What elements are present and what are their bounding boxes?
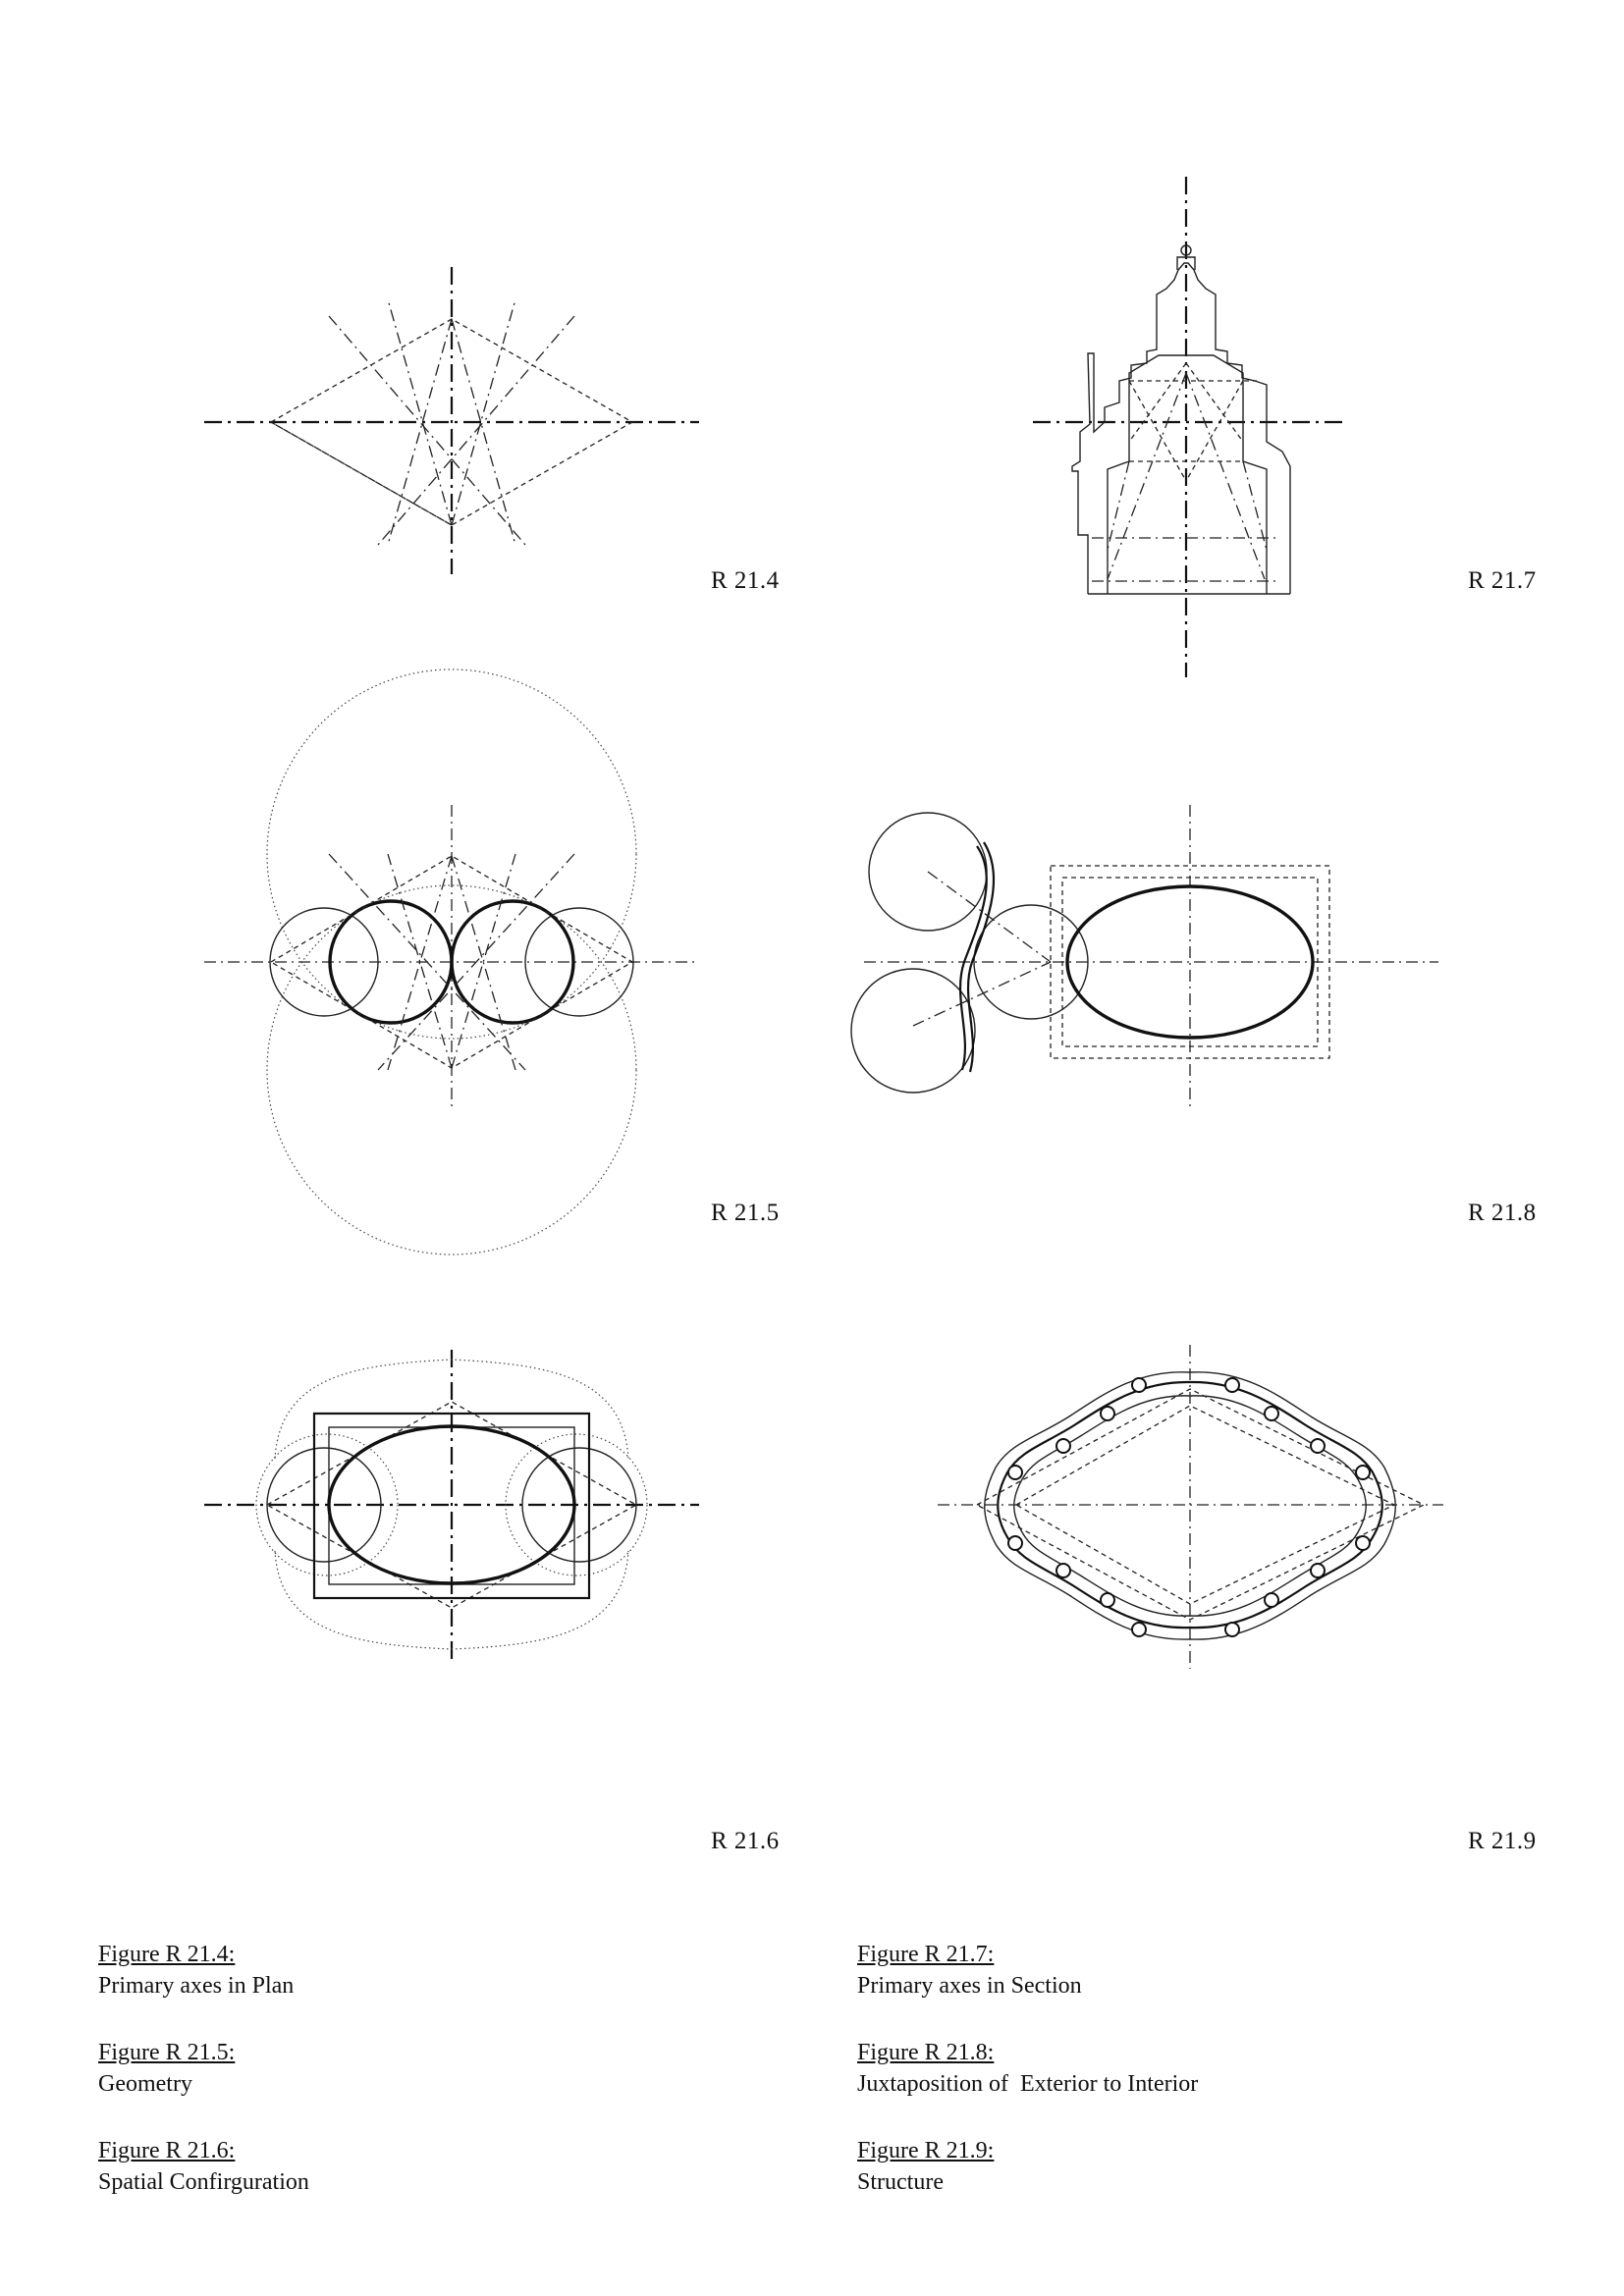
label-r21-8: R 21.8 <box>1468 1200 1537 1226</box>
caption-title: Figure R 21.9: <box>857 2138 995 2163</box>
label-r21-5: R 21.5 <box>711 1200 780 1226</box>
figure-r21-9-structure <box>923 1335 1463 1679</box>
caption-r21-4 <box>98 1939 294 2002</box>
figure-r21-4-plan-axes <box>196 255 707 579</box>
figure-r21-7-section-axes <box>1021 172 1355 682</box>
caption-text: Geometry <box>98 2071 192 2097</box>
caption-r21-5 <box>98 2037 235 2100</box>
caption-text: Primary axes in Plan <box>98 1973 295 1999</box>
caption-title: Figure R 21.4: <box>98 1942 236 1967</box>
caption-title: Figure R 21.6: <box>98 2138 236 2163</box>
label-r21-7: R 21.7 <box>1468 567 1537 594</box>
figure-r21-5-geometry <box>196 658 707 1261</box>
caption-title: Figure R 21.8: <box>857 2040 995 2065</box>
figure-r21-6-spatial-configuration <box>196 1345 707 1669</box>
caption-text: Structure <box>857 2169 944 2195</box>
label-r21-6: R 21.6 <box>711 1828 780 1854</box>
column-markers <box>1008 1378 1370 1636</box>
caption-r21-6 <box>98 2135 309 2198</box>
caption-r21-9 <box>857 2135 994 2198</box>
caption-r21-7 <box>857 1939 1082 2002</box>
figure-r21-8-juxtaposition <box>844 800 1453 1114</box>
label-r21-9: R 21.9 <box>1468 1828 1537 1854</box>
caption-text: Primary axes in Section <box>857 1973 1082 1999</box>
label-r21-4: R 21.4 <box>711 567 780 594</box>
caption-r21-8 <box>857 2037 1198 2100</box>
caption-text: Spatial Confirguration <box>98 2169 309 2195</box>
caption-title: Figure R 21.7: <box>857 1942 995 1967</box>
caption-title: Figure R 21.5: <box>98 2040 236 2065</box>
caption-text: Juxtaposition of Exterior to Interior <box>857 2071 1199 2097</box>
